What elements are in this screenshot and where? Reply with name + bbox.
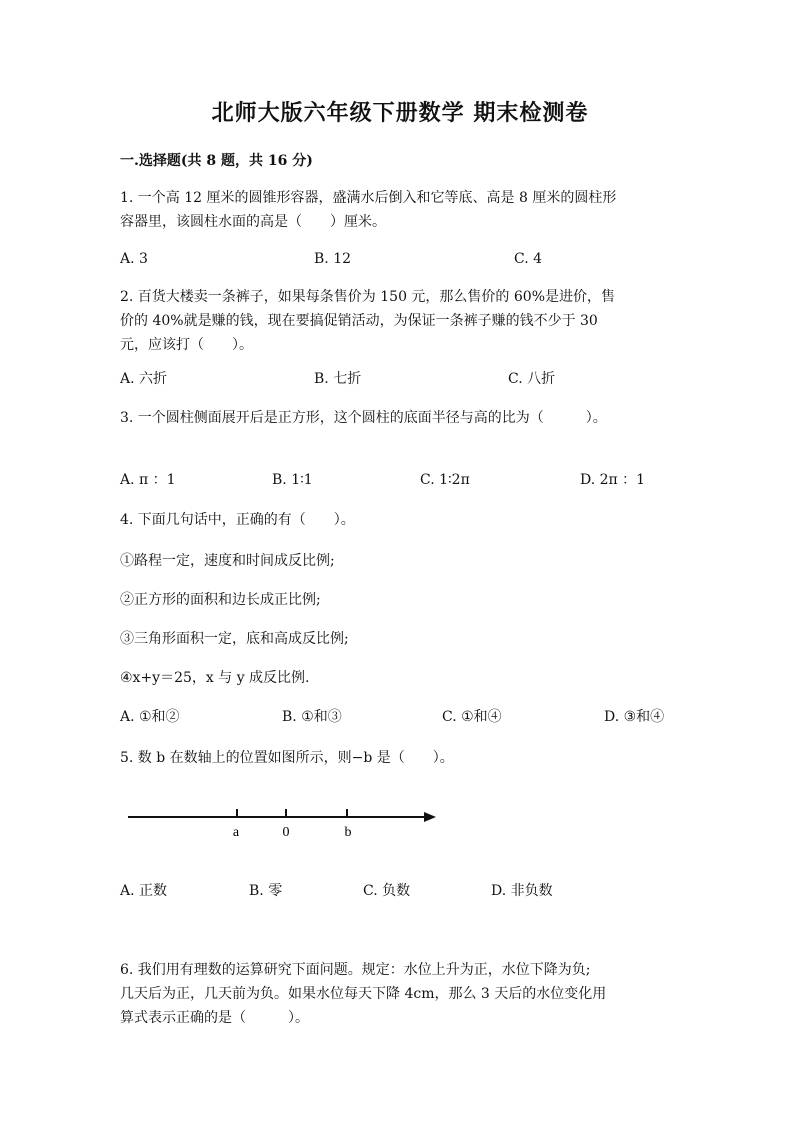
q2-option-a: A. 六折 xyxy=(120,371,168,387)
q5-option-a: A. 正数 xyxy=(120,883,168,899)
page-title: 北师大版六年级下册数学 期末检测卷 xyxy=(211,100,589,126)
q1-line-2: 容器里，该圆柱水面的高是（ ）厘米。 xyxy=(120,214,386,230)
q2-line-1: 2. 百货大楼卖一条裤子，如果每条售价为 150 元，那么售价的 60%是进价，售 xyxy=(120,289,615,305)
number-line-arrow xyxy=(424,812,436,822)
q4-option-c: C. ①和④ xyxy=(442,709,502,725)
q2-line-2: 价的 40%就是赚的钱，现在要搞促销活动，为保证一条裤子赚的钱不少于 30 xyxy=(120,313,598,329)
q2-line-3: 元，应该打（ ）。 xyxy=(120,337,253,353)
q4-option-b: B. ①和③ xyxy=(282,709,342,725)
section-heading: 一.选择题(共 8 题，共 16 分) xyxy=(120,153,313,169)
q1-option-c: C. 4 xyxy=(514,251,543,267)
q3-option-a: A. π ：1 xyxy=(120,472,176,488)
q4-statement-4: ④x+y＝25，x 与 y 成反比例. xyxy=(120,670,310,686)
q4-statement-2: ②正方形的面积和边长成正比例; xyxy=(120,592,321,608)
q1-line-1: 1. 一个高 12 厘米的圆锥形容器，盛满水后倒入和它等底、高是 8 厘米的圆柱形 xyxy=(120,190,617,206)
q5-option-d: D. 非负数 xyxy=(491,883,553,899)
axis-label-a: a xyxy=(232,825,240,840)
q4-option-a: A. ①和② xyxy=(120,709,180,725)
q4-statement-1: ①路程一定，速度和时间成反比例; xyxy=(120,553,335,569)
q3-option-d: D. 2π ：1 xyxy=(580,472,646,488)
q4-option-d: D. ③和④ xyxy=(604,709,665,725)
axis-label-b: b xyxy=(344,825,352,840)
number-line-figure xyxy=(120,792,450,842)
q1-option-b: B. 12 xyxy=(314,251,352,267)
q5-option-c: C. 负数 xyxy=(363,883,411,899)
q1-option-a: A. 3 xyxy=(120,251,148,267)
q3-line-1: 3. 一个圆柱侧面展开后是正方形，这个圆柱的底面半径与高的比为（ ）。 xyxy=(120,410,607,426)
q5-line-1: 5. 数 b 在数轴上的位置如图所示，则−b 是（ ）。 xyxy=(120,750,454,766)
axis-label-zero: 0 xyxy=(282,825,290,840)
q6-line-1: 6. 我们用有理数的运算研究下面问题。规定：水位上升为正，水位下降为负; xyxy=(120,962,591,978)
q5-option-b: B. 零 xyxy=(249,883,283,899)
q4-statement-3: ③三角形面积一定，底和高成反比例; xyxy=(120,631,349,647)
q6-line-3: 算式表示正确的是（ ）。 xyxy=(120,1010,309,1026)
q4-line-1: 4. 下面几句话中，正确的有（ ）。 xyxy=(120,512,355,528)
q3-option-c: C. 1∶2π xyxy=(420,472,470,488)
q2-option-c: C. 八折 xyxy=(508,371,556,387)
q3-option-b: B. 1∶1 xyxy=(272,472,313,488)
q2-option-b: B. 七折 xyxy=(314,371,362,387)
q6-line-2: 几天后为正，几天前为负。如果水位每天下降 4cm，那么 3 天后的水位变化用 xyxy=(120,986,607,1002)
